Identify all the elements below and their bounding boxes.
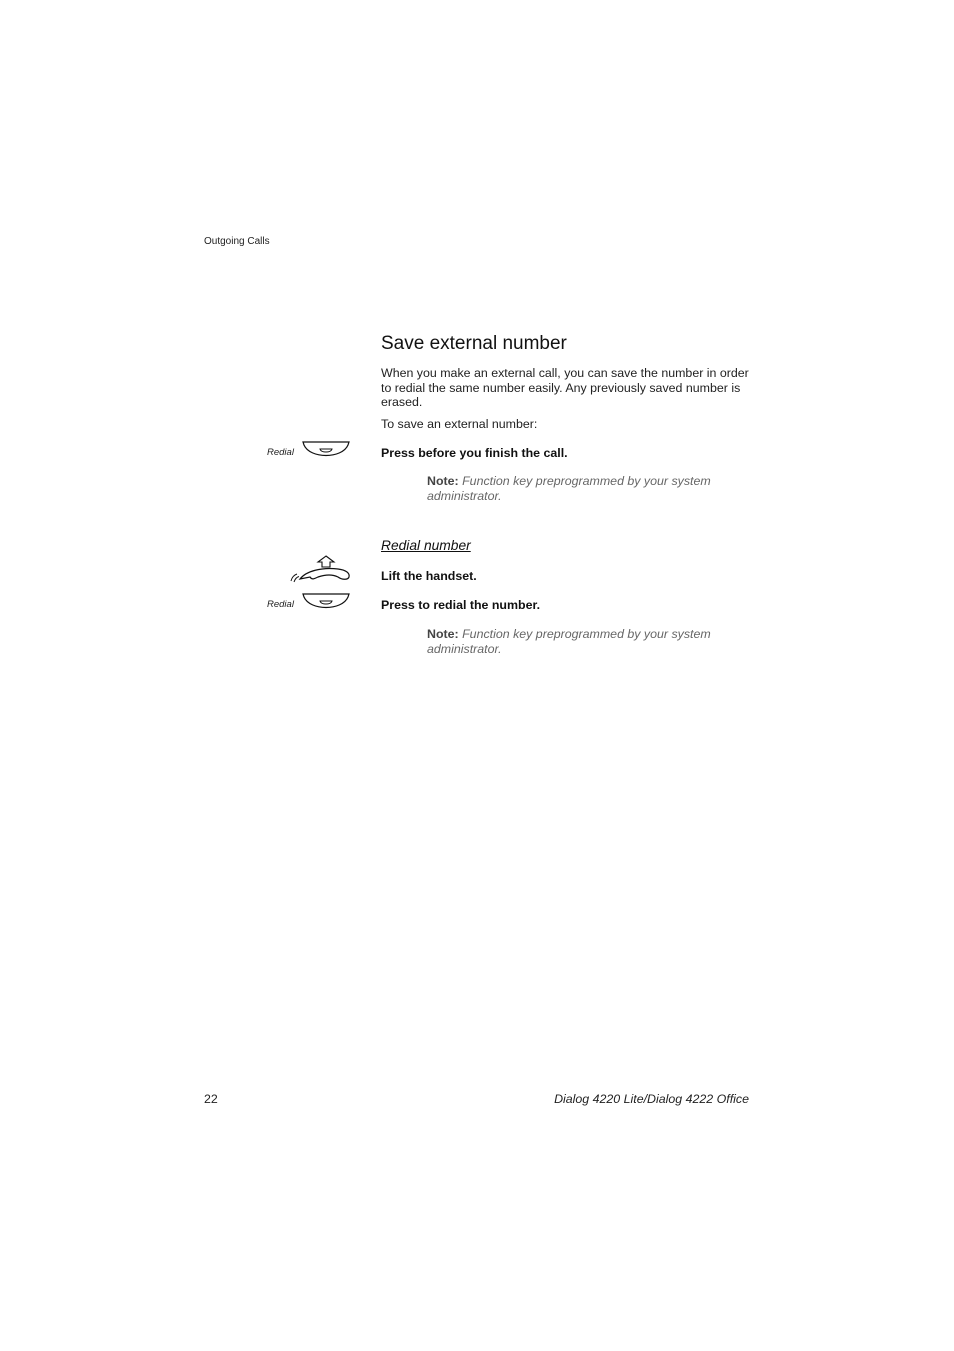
subsection-title: Redial number [381,538,471,553]
redial-key-label-2: Redial [267,599,294,610]
page-number: 22 [204,1092,218,1106]
function-key-icon-2 [302,593,350,613]
product-name: Dialog 4220 Lite/Dialog 4222 Office [554,1092,749,1106]
note-block-2 [427,627,747,656]
note-text: Function key preprogrammed by your system administrator. [427,474,711,503]
section-title: Save external number [381,333,567,354]
note-label-2: Note: [427,627,459,641]
note-block [427,474,747,503]
note-label: Note: [427,474,459,488]
running-header: Outgoing Calls [204,236,270,247]
intro-paragraph: When you make an external call, you can save the number in order to redial the same number easily. Any previously saved number is erased. [381,366,749,410]
lead-paragraph: To save an external number: [381,417,538,431]
function-key-icon [302,441,350,461]
step-press-to-redial: Press to redial the number. [381,598,541,612]
note-text-2: Function key preprogrammed by your system administrator. [427,627,711,656]
step-lift-handset: Lift the handset. [381,569,477,583]
handset-lift-icon [288,555,352,583]
step-press-before-finish: Press before you finish the call. [381,446,568,460]
redial-key-label: Redial [267,447,294,458]
